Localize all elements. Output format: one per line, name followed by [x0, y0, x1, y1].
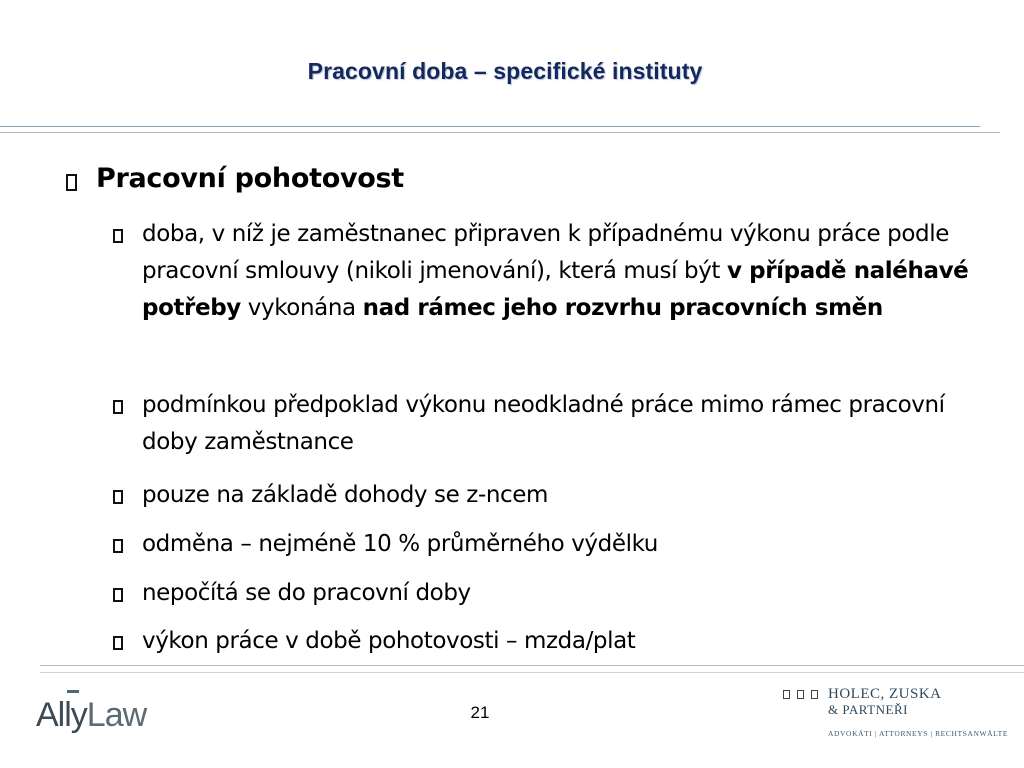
list-item	[142, 623, 972, 660]
logo-square-icon	[783, 690, 790, 699]
list-item	[142, 216, 972, 327]
square-bullet-icon	[66, 174, 77, 191]
list-item	[142, 575, 972, 612]
square-bullet-icon	[113, 588, 123, 602]
square-bullet-icon	[113, 229, 123, 243]
page-number: 21	[470, 703, 490, 722]
firm-name: HOLEC, ZUSKA	[828, 686, 942, 702]
logo-accent-bar	[67, 690, 79, 693]
item-text: vykonána	[240, 295, 363, 321]
item-text: odměna – nejméně 10 % průměrného výdělku	[142, 531, 658, 557]
item-text-bold: nad rámec jeho rozvrhu pracovních směn	[362, 295, 883, 321]
footer-divider-secondary	[40, 672, 1024, 673]
logo-square-icon	[811, 690, 818, 699]
square-bullet-icon	[113, 636, 123, 650]
item-text: výkon práce v době pohotovosti – mzda/plat	[142, 628, 636, 654]
firm-name-sub: & PARTNEŘI	[828, 702, 908, 717]
logo-square-icon	[797, 690, 804, 699]
square-bullet-icon	[113, 400, 123, 414]
item-text: nepočítá se do pracovní doby	[142, 580, 471, 606]
item-text: podmínkou předpoklad výkonu neodkladné práce mimo rámec pracovní doby zaměstnance	[142, 392, 945, 455]
square-bullet-icon	[113, 539, 123, 553]
allylaw-logo-text: AllyLaw	[36, 696, 147, 734]
firm-tagline: ADVOKÁTI | ATTORNEYS | RECHTSANWÄLTE	[828, 729, 1009, 738]
heading-bullet: Pracovní pohotovost	[96, 163, 404, 194]
item-text-bold: v případě naléhavé potřeby	[142, 258, 969, 321]
list-item	[142, 477, 972, 514]
list-item	[142, 387, 972, 461]
square-bullet-icon	[113, 490, 123, 504]
slide-title: Pracovní doba – specifické instituty	[307, 58, 703, 84]
allylaw-logo	[36, 690, 186, 750]
item-text: pouze na základě dohody se z-ncem	[142, 482, 549, 508]
footer-divider	[40, 665, 1024, 666]
list-item	[142, 526, 972, 563]
item-text: doba, v níž je zaměstnanec připraven k případnému výkonu práce podle pracovní smlouvy (nikoli jmenování), která musí být	[142, 221, 949, 284]
holec-zuska-logo	[783, 686, 1009, 746]
